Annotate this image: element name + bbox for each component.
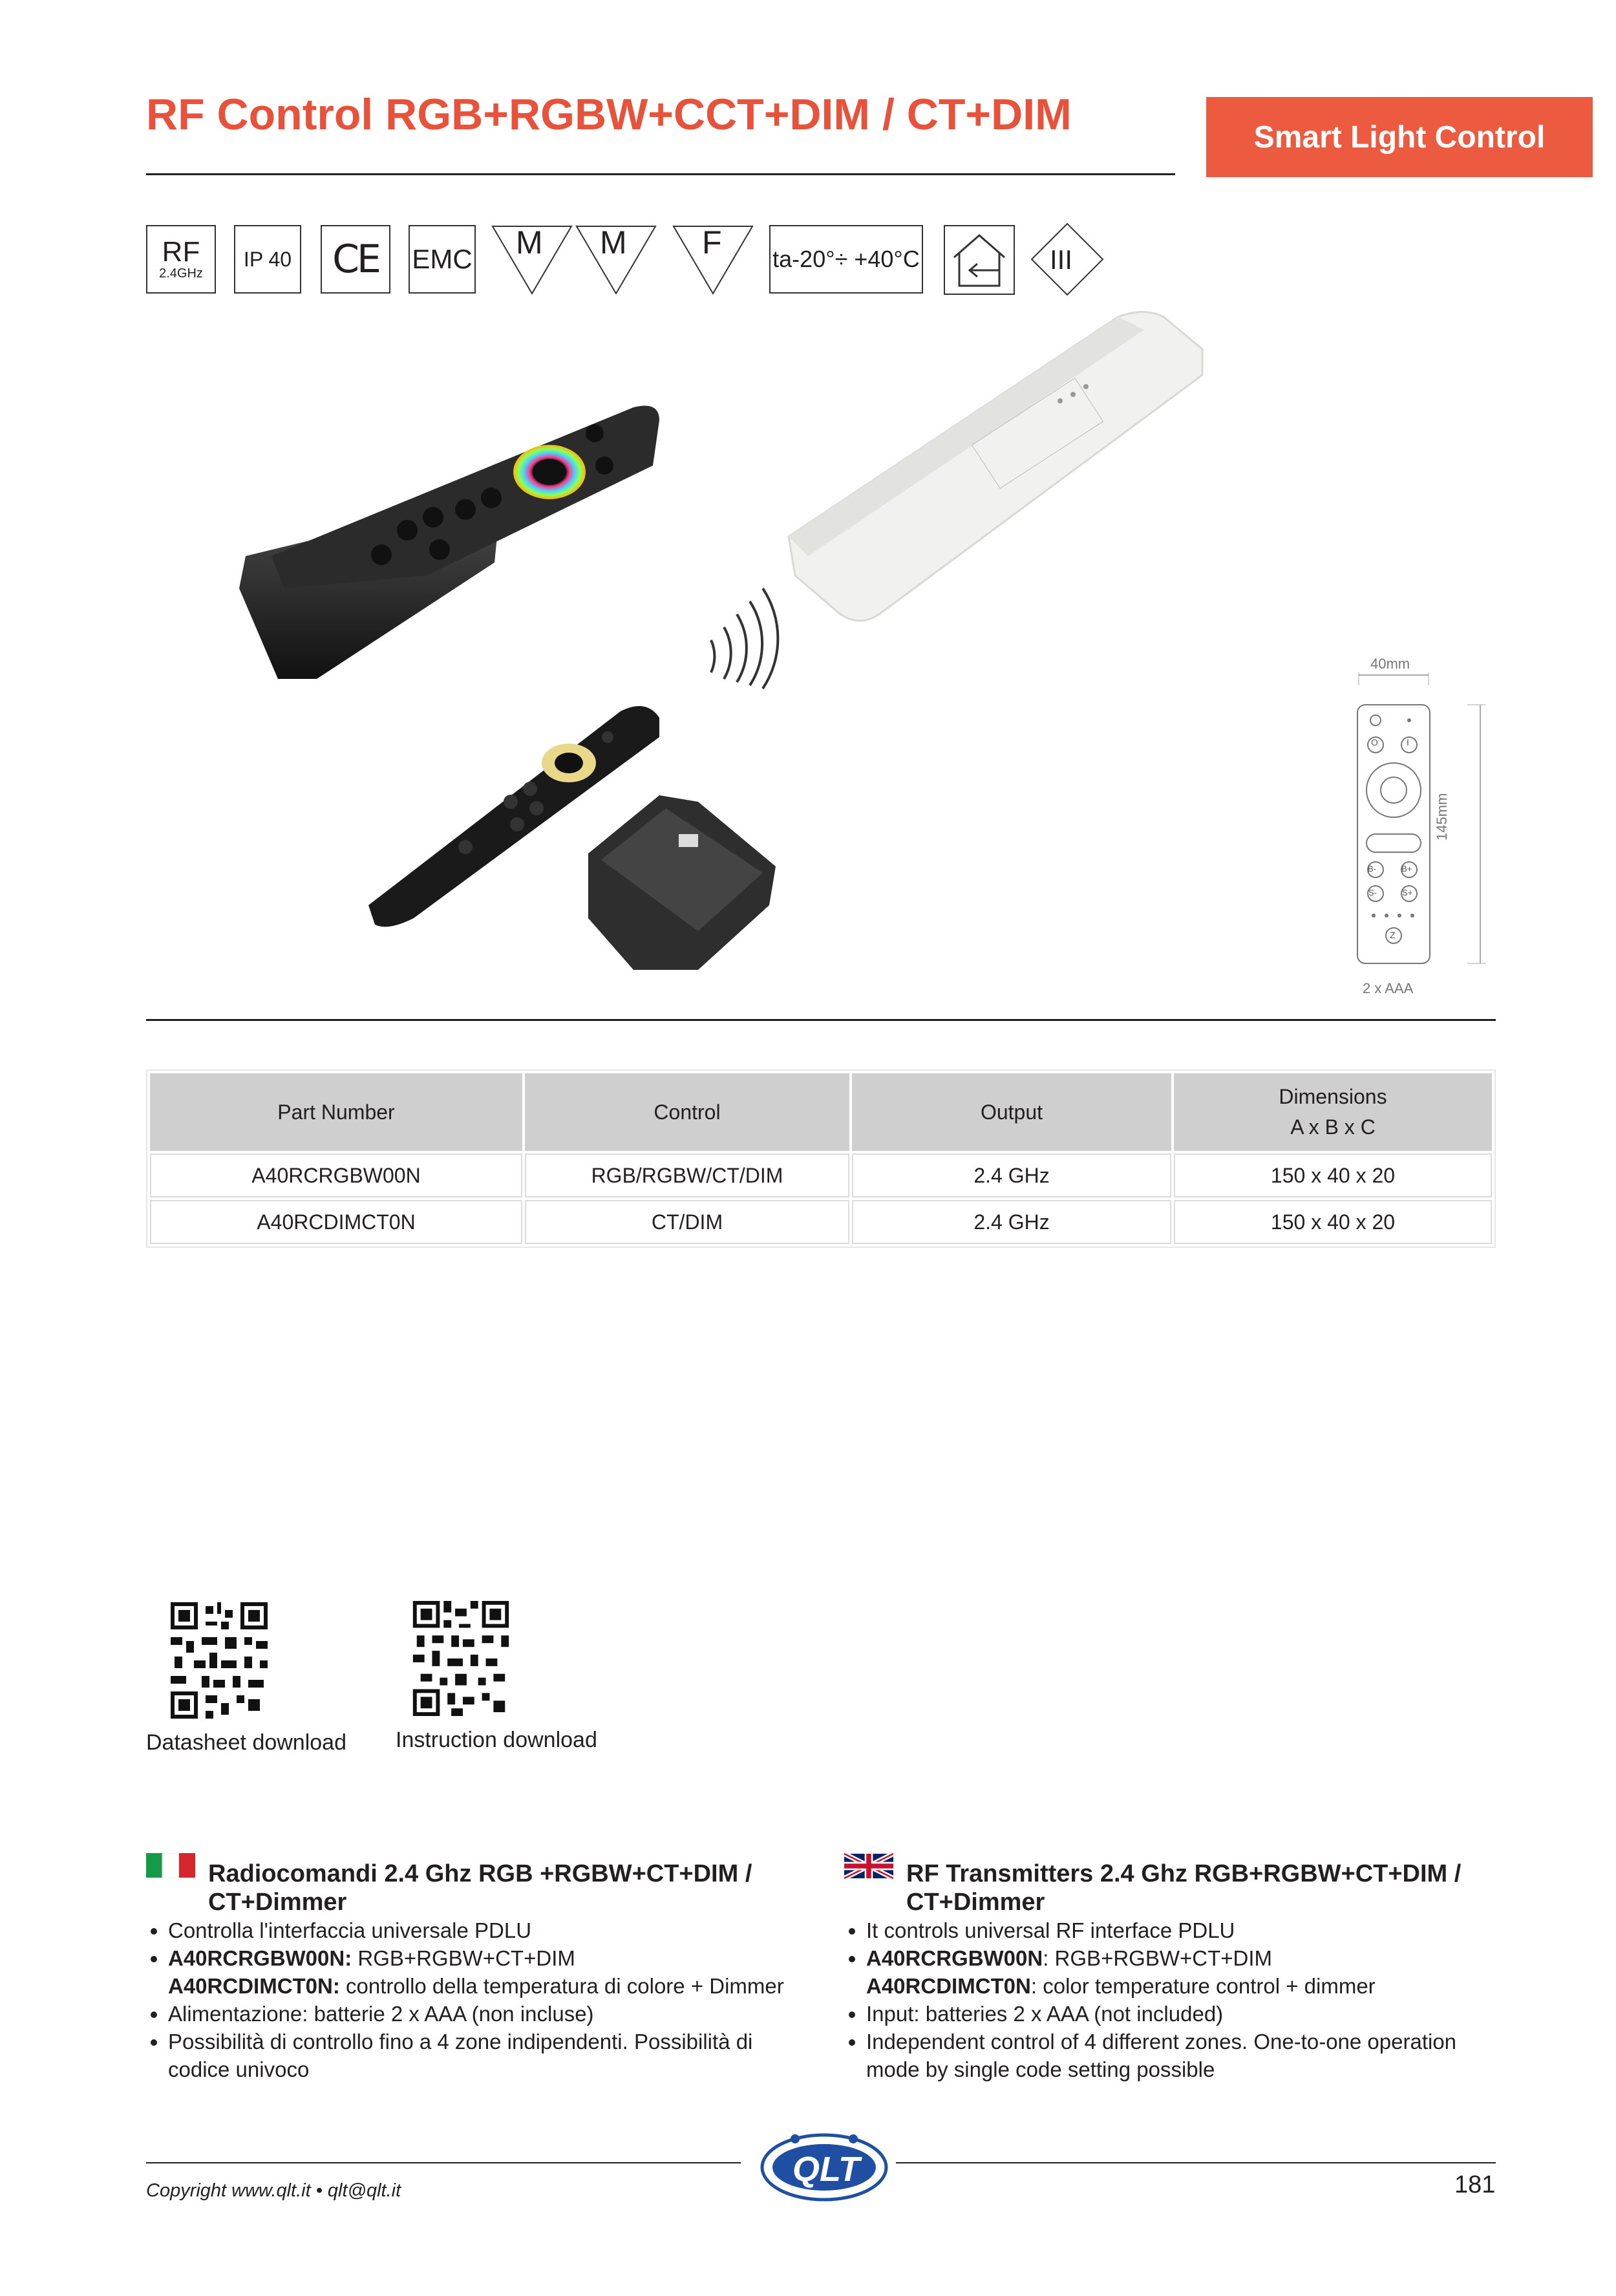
col-output: Output — [852, 1073, 1171, 1151]
rgb-remote-photo — [233, 394, 698, 692]
page-title: RF Control RGB+RGBW+CCT+DIM / CT+DIM — [146, 90, 1072, 139]
temperature-range-icon: ta-20°÷ +40°C — [769, 225, 923, 294]
english-section-title: RF Transmitters 2.4 Ghz RGB+RGBW+CT+DIM / CT+Dimmer — [906, 1860, 1462, 1916]
part-code: A40RCRGBW00N — [866, 1946, 1043, 1970]
col-control: Control — [525, 1073, 849, 1151]
dimension-width-label: 40mm — [1370, 656, 1410, 672]
part-code: A40RCDIMCT0N: — [168, 1974, 340, 1998]
footer-rule-left — [146, 2162, 741, 2163]
datasheet-download-link[interactable]: Datasheet download — [146, 1730, 347, 1755]
cell-part-number: A40RCDIMCT0N — [150, 1200, 522, 1244]
list-item: • Controlla l'interfaccia universale PDLU — [168, 1916, 799, 1944]
col-dimensions-label: Dimensions — [1279, 1085, 1387, 1108]
cell-dimensions: 150 x 40 x 20 — [1174, 1153, 1492, 1197]
list-item — [866, 1944, 1497, 1972]
col-dimensions — [1174, 1073, 1492, 1151]
list-item-continuation — [866, 1972, 1497, 2000]
emc-icon: EMC — [409, 225, 476, 294]
f-triangle-label: F — [702, 224, 722, 261]
cell-control: RGB/RGBW/CT/DIM — [525, 1153, 849, 1197]
cell-part-number: A40RCRGBW00N — [150, 1153, 522, 1197]
list-item: • Input: batteries 2 x AAA (not included) — [866, 2000, 1497, 2028]
list-item-text: controllo della temperatura di colore + Dimmer — [339, 1974, 784, 1998]
class-iii-label: III — [1050, 244, 1073, 275]
dim-button-s-plus: S+ — [1402, 888, 1413, 897]
receiver-module-photo — [782, 304, 1222, 634]
ce-mark-icon: CE — [321, 225, 390, 294]
category-badge: Smart Light Control — [1206, 97, 1593, 177]
dim-button-o: O — [1371, 737, 1378, 747]
dim-button-b-minus: B- — [1368, 864, 1376, 874]
part-code: A40RCRGBW00N: — [168, 1946, 352, 1970]
list-item-text: RGB+RGBW+CT+DIM — [352, 1946, 575, 1970]
ip-rating-icon: IP 40 — [234, 225, 301, 294]
dim-button-s-minus: S- — [1368, 888, 1377, 897]
list-item-text: : color temperature control + dimmer — [1030, 1974, 1376, 1998]
list-item — [168, 1944, 799, 1972]
list-item: • It controls universal RF interface PDLU — [866, 1916, 1497, 1944]
table-header-row — [150, 1073, 1492, 1151]
spec-table — [146, 1069, 1496, 1248]
cell-output: 2.4 GHz — [852, 1153, 1171, 1197]
m-triangle-label: M — [516, 224, 543, 261]
dim-button-z: Z — [1390, 930, 1396, 940]
list-item-continuation — [168, 1972, 799, 2000]
italian-bullets — [146, 1916, 799, 2083]
footer-rule-right — [896, 2162, 1496, 2163]
cell-output: 2.4 GHz — [852, 1200, 1171, 1244]
m-triangle-label-2: M — [600, 224, 627, 261]
battery-label: 2 x AAA — [1363, 980, 1414, 996]
col-dimensions-sub: A x B x C — [1290, 1115, 1376, 1139]
rf-icon — [146, 225, 216, 294]
instruction-download-link[interactable]: Instruction download — [396, 1728, 597, 1752]
title-divider — [146, 173, 1175, 175]
rf-frequency: 2.4GHz — [159, 266, 203, 281]
page-number: 181 — [1454, 2171, 1496, 2198]
house-indoor-icon — [944, 225, 1015, 295]
dim-button-i: I — [1407, 737, 1409, 747]
datasheet-qr-code[interactable] — [171, 1602, 268, 1719]
italian-section — [146, 1860, 799, 2083]
qlt-logo-text: QLT — [792, 2150, 860, 2189]
copyright-text: Copyright www.qlt.it • qlt@qlt.it — [146, 2180, 401, 2201]
italian-section-title: Radiocomandi 2.4 Ghz RGB +RGBW+CT+DIM / CT+Dimmer — [208, 1860, 752, 1916]
table-row — [150, 1200, 1492, 1244]
wireless-signal-icon — [685, 575, 789, 692]
dimension-height-label: 145mm — [1434, 793, 1450, 841]
dim-button-b-plus: B+ — [1401, 864, 1412, 874]
cell-dimensions: 150 x 40 x 20 — [1174, 1200, 1492, 1244]
list-item: • Possibilità di controllo fino a 4 zone indipendenti. Possibilità di codice univoco — [168, 2028, 799, 2083]
rf-label: RF — [162, 235, 200, 268]
list-item: • Alimentazione: batterie 2 x AAA (non incluse) — [168, 2000, 799, 2028]
section-divider — [146, 1019, 1496, 1021]
col-part-number: Part Number — [150, 1073, 522, 1151]
instruction-qr-code[interactable] — [412, 1601, 509, 1716]
part-code: A40RCDIMCT0N — [866, 1974, 1031, 1998]
list-item-text: : RGB+RGBW+CT+DIM — [1043, 1946, 1273, 1970]
english-bullets — [844, 1916, 1497, 2083]
list-item: • Independent control of 4 different zones. One-to-one operation mode by single code setting possible — [866, 2028, 1497, 2083]
dimension-drawing — [1345, 672, 1487, 1002]
ct-remote-photo — [362, 698, 789, 983]
table-row — [150, 1153, 1492, 1197]
cell-control: CT/DIM — [525, 1200, 849, 1244]
english-section — [844, 1860, 1497, 2083]
